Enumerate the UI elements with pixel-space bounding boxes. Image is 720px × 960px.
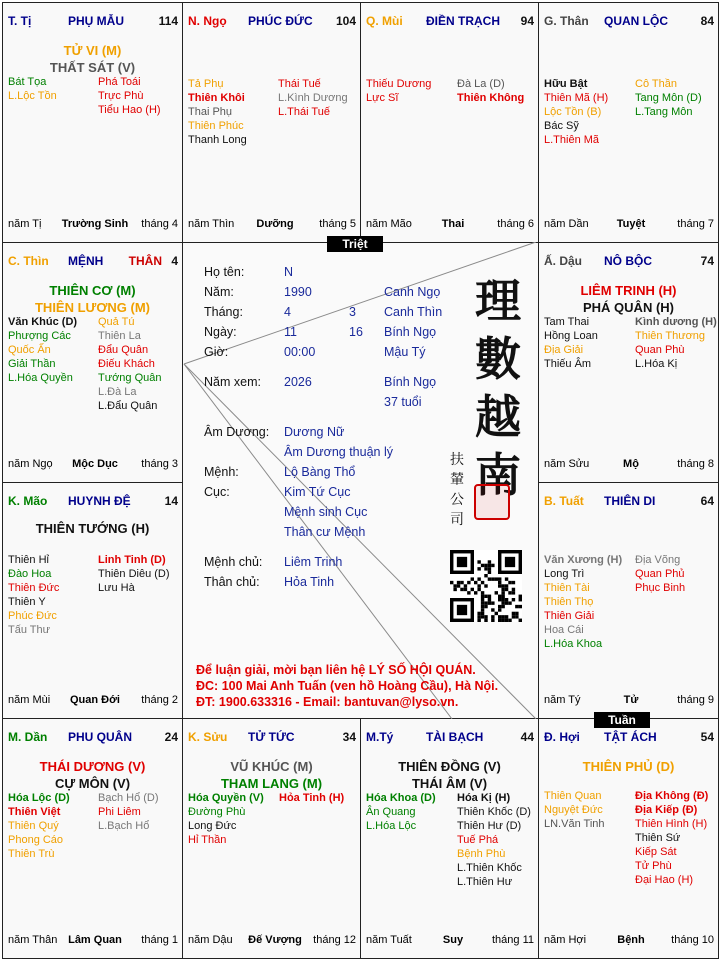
palace-name: TỬ TỨC xyxy=(248,730,295,744)
major-star: THIÊN PHỦ (D) xyxy=(582,759,675,774)
footer-month: tháng 6 xyxy=(497,218,534,230)
minor-star: Địa Giải xyxy=(544,344,584,356)
nam-xem-can-chi: Bính Ngọ xyxy=(384,375,437,389)
minor-stars-right xyxy=(278,77,348,119)
minor-star: Tuế Phá xyxy=(457,834,499,846)
red-seal-stamp xyxy=(474,484,510,520)
minor-star: Tướng Quân xyxy=(98,372,162,384)
ngay-label: Ngày: xyxy=(204,325,237,339)
ngay-am-value: 16 xyxy=(349,325,363,339)
minor-star: Long Đức xyxy=(188,820,237,832)
minor-star: Phượng Các xyxy=(8,330,71,342)
minor-star: Thiên Đức xyxy=(8,582,60,594)
palace-number: 64 xyxy=(700,494,714,508)
palace-name: TẬT ÁCH xyxy=(604,730,657,744)
minor-star: Thanh Long xyxy=(188,134,247,146)
palace-number: 44 xyxy=(520,730,534,744)
major-star: THẤT SÁT (V) xyxy=(49,60,136,75)
footer-year: năm Mùi xyxy=(8,694,51,706)
minor-stars-left xyxy=(544,553,622,651)
major-star: LIÊM TRINH (H) xyxy=(580,283,677,298)
major-star: THIÊN ĐỒNG (V) xyxy=(398,759,501,774)
minor-star: Hỏa Tinh (H) xyxy=(279,792,345,804)
major-star: THIÊN TƯỚNG (H) xyxy=(35,521,150,536)
footer-stage: Lâm Quan xyxy=(68,934,122,946)
minor-star: L.Hóa Lộc xyxy=(366,820,417,832)
minor-star: Hỉ Thần xyxy=(188,834,227,846)
footer-year: năm Tý xyxy=(544,694,581,706)
minor-star: L.Lộc Tồn xyxy=(8,90,57,102)
minor-star: Hóa Lộc (D) xyxy=(8,792,70,804)
minor-star: Lưu Hà xyxy=(98,582,135,594)
footer-stage: Tử xyxy=(623,694,639,706)
palace-number: 14 xyxy=(164,494,178,508)
minor-star: L.Đà La xyxy=(98,386,137,398)
horoscope-chart xyxy=(2,2,718,958)
palace-position: Đ. Hợi xyxy=(544,730,580,744)
footer-year: năm Thân xyxy=(8,934,58,946)
palace-ty[interactable] xyxy=(360,718,539,959)
palace-header xyxy=(188,14,356,32)
nam-label: Năm: xyxy=(204,285,234,299)
palace-footer xyxy=(544,694,714,708)
minor-star: Kình dương (H) xyxy=(635,316,717,328)
footer-month: tháng 3 xyxy=(141,458,178,470)
minor-stars-left xyxy=(188,77,247,147)
am-duong-label: Âm Dương: xyxy=(204,425,270,439)
palace-mui[interactable] xyxy=(360,2,539,243)
palace-suu[interactable] xyxy=(182,718,361,959)
minor-stars-left xyxy=(8,791,70,861)
minor-star: Thiên Tài xyxy=(544,582,590,594)
footer-year: năm Hợi xyxy=(544,934,587,946)
palace-number: 24 xyxy=(164,730,178,744)
palace-dan[interactable] xyxy=(2,718,183,959)
palace-name: PHÚC ĐỨC xyxy=(248,14,313,28)
nam-value: 1990 xyxy=(284,285,312,299)
minor-star: Văn Khúc (D) xyxy=(8,316,78,328)
gio-can-chi: Mậu Tý xyxy=(384,345,426,359)
minor-stars-right xyxy=(98,315,162,413)
major-star: CỰ MÔN (V) xyxy=(54,776,131,791)
palace-name: MỆNH xyxy=(68,254,104,268)
minor-star: Thiên Sứ xyxy=(635,832,681,844)
minor-star: Long Trì xyxy=(544,568,585,580)
palace-header xyxy=(188,730,356,748)
palace-number: 114 xyxy=(158,14,178,28)
minor-star: L.Thiên Khốc xyxy=(457,862,522,874)
footer-stage: Suy xyxy=(442,934,464,946)
palace-header xyxy=(8,730,178,748)
cuc-note-1: Mệnh sinh Cục xyxy=(284,505,368,519)
minor-star: Phi Liêm xyxy=(98,806,141,818)
minor-star: Tang Môn (D) xyxy=(635,92,702,104)
minor-star: Hóa Quyền (V) xyxy=(188,792,264,804)
minor-stars-left xyxy=(8,553,59,637)
minor-star: Linh Tinh (D) xyxy=(98,554,166,566)
palace-footer xyxy=(188,934,356,948)
footer-year: năm Dần xyxy=(544,218,589,230)
minor-star: Giải Thần xyxy=(8,358,56,370)
minor-star: L.Thái Tuế xyxy=(278,106,330,118)
major-star: TỬ VI (M) xyxy=(63,43,122,58)
minor-star: Tả Phụ xyxy=(188,78,224,90)
footer-stage: Thai xyxy=(441,218,465,230)
thang-label: Tháng: xyxy=(204,305,243,319)
palace-header xyxy=(366,14,534,32)
major-star: VŨ KHÚC (M) xyxy=(230,759,313,774)
minor-star: Ân Quang xyxy=(366,806,416,818)
minor-star: Bạch Hổ (D) xyxy=(98,792,159,804)
palace-footer xyxy=(544,218,714,232)
palace-name: ĐIỀN TRẠCH xyxy=(426,14,500,28)
palace-header xyxy=(544,254,714,272)
minor-star: Quả Tú xyxy=(98,316,135,328)
palace-name: PHU QUÂN xyxy=(68,730,133,744)
minor-star: L.Kình Dương xyxy=(278,92,348,104)
palace-name: HUYNH ĐỆ xyxy=(68,494,131,508)
tuan-marker: Tuần xyxy=(594,712,650,728)
gio-label: Giờ: xyxy=(204,345,229,359)
minor-stars-right xyxy=(635,553,685,595)
footer-month: tháng 2 xyxy=(141,694,178,706)
than-marker: THÂN xyxy=(128,254,162,268)
cuc-label: Cục: xyxy=(204,485,230,499)
minor-stars-right xyxy=(635,789,708,887)
minor-star: LN.Văn Tinh xyxy=(544,818,605,830)
palace-ngo[interactable] xyxy=(182,2,361,243)
menh-chu-value: Liêm Trinh xyxy=(284,555,343,569)
minor-star: Thiên La xyxy=(98,330,141,342)
palace-position: B. Tuất xyxy=(544,494,584,508)
minor-star: Hoa Cái xyxy=(544,624,584,636)
minor-star: L.Hóa Kị xyxy=(635,358,678,370)
palace-position: Q. Mùi xyxy=(366,14,403,28)
minor-star: Địa Kiếp (Đ) xyxy=(635,804,698,816)
palace-name: PHỤ MẪU xyxy=(68,14,124,28)
minor-star: Thiên Không xyxy=(457,92,525,104)
palace-position: T. Tị xyxy=(8,14,32,28)
minor-star: Đẩu Quân xyxy=(98,344,149,356)
minor-star: L.Thiên Mã xyxy=(544,134,600,146)
calligraphy-logo: 理數越南 xyxy=(475,274,521,502)
palace-number: 104 xyxy=(335,14,356,28)
palace-footer xyxy=(8,694,178,708)
minor-star: Hồng Loan xyxy=(544,330,598,342)
am-duong-value: Dương Nữ xyxy=(284,425,345,439)
thang-value: 4 xyxy=(284,305,291,319)
footer-year: năm Sửu xyxy=(544,458,590,470)
minor-star: Thiên Hình (H) xyxy=(635,818,708,830)
minor-stars-left xyxy=(544,789,605,831)
palace-position: N. Ngọ xyxy=(188,14,227,28)
footer-stage: Tuyệt xyxy=(616,218,646,230)
palace-position: K. Sửu xyxy=(188,730,228,744)
palace-position: Ấ. Dậu xyxy=(544,254,583,268)
major-star: THÁI DƯƠNG (V) xyxy=(39,759,146,774)
minor-star: Phong Cáo xyxy=(8,834,64,846)
minor-stars-left xyxy=(544,77,608,147)
minor-star: Đào Hoa xyxy=(8,568,52,580)
minor-star: Thai Phụ xyxy=(188,106,233,118)
palace-name: THIÊN DI xyxy=(604,494,656,508)
minor-star: L.Tang Môn xyxy=(635,106,693,118)
cuc-note-2: Thân cư Mệnh xyxy=(284,525,366,539)
minor-star: Đại Hao (H) xyxy=(635,874,694,886)
minor-stars-right xyxy=(98,791,159,833)
footer-year: năm Mão xyxy=(366,218,412,230)
thang-can-chi: Canh Thìn xyxy=(384,305,443,319)
palace-position: C. Thìn xyxy=(8,254,49,268)
footer-month: tháng 10 xyxy=(671,934,714,946)
palace-header xyxy=(544,730,714,748)
minor-star: Địa Võng xyxy=(635,554,681,566)
footer-month: tháng 12 xyxy=(313,934,356,946)
palace-position: G. Thân xyxy=(544,14,589,28)
major-star: PHÁ QUÂN (H) xyxy=(583,300,674,315)
menh-label: Mệnh: xyxy=(204,465,239,479)
minor-star: Thiên Quý xyxy=(8,820,59,832)
minor-stars-left xyxy=(188,791,264,847)
palace-number: 54 xyxy=(700,730,714,744)
contact-line-1: Để luận giải, mời bạn liên hệ LÝ SỐ HỘI QUÁN. xyxy=(196,663,476,677)
palace-footer xyxy=(188,218,356,232)
major-star: THIÊN LƯƠNG (M) xyxy=(34,300,151,315)
palace-mao[interactable] xyxy=(2,482,183,719)
minor-stars-left xyxy=(8,75,57,103)
palace-header xyxy=(544,14,714,32)
cuc-value: Kim Tứ Cục xyxy=(284,485,351,499)
minor-star: Nguyệt Đức xyxy=(544,804,603,816)
minor-star: Thiếu Dương xyxy=(366,78,432,90)
minor-star: Đà La (D) xyxy=(457,78,505,90)
footer-stage: Đế Vượng xyxy=(248,934,302,946)
minor-star: Thiên Khôi xyxy=(188,92,245,104)
palace-footer xyxy=(544,458,714,472)
footer-stage: Dưỡng xyxy=(256,218,294,230)
minor-star: Lực Sĩ xyxy=(366,92,399,104)
am-duong-note: Âm Dương thuận lý xyxy=(284,445,393,459)
minor-star: Tử Phù xyxy=(635,860,672,872)
palace-footer xyxy=(366,934,534,948)
palace-number: 94 xyxy=(520,14,534,28)
nam-xem-value: 2026 xyxy=(284,375,312,389)
major-star: THIÊN CƠ (M) xyxy=(49,283,136,298)
menh-value: Lộ Bàng Thổ xyxy=(284,465,356,479)
footer-month: tháng 1 xyxy=(141,934,178,946)
minor-star: Địa Không (Đ) xyxy=(635,790,709,802)
minor-star: Thiên Y xyxy=(8,596,46,608)
minor-star: L.Thiên Hư xyxy=(457,876,513,888)
minor-star: Thiên Hư (D) xyxy=(457,820,522,832)
minor-stars-right xyxy=(279,791,344,805)
minor-star: Thái Tuế xyxy=(278,78,321,90)
ho-ten-label: Họ tên: xyxy=(204,265,245,279)
nam-xem-label: Năm xem: xyxy=(204,375,261,389)
footer-stage: Quan Đới xyxy=(70,694,120,706)
palace-header xyxy=(544,494,714,512)
footer-year: năm Ngọ xyxy=(8,458,53,470)
minor-star: Thiên Giải xyxy=(544,610,595,622)
palace-position: M. Dần xyxy=(8,730,48,744)
minor-star: Tấu Thư xyxy=(8,624,51,636)
minor-star: Đường Phù xyxy=(188,806,246,818)
palace-number: 84 xyxy=(700,14,714,28)
minor-star: Thiên Quan xyxy=(544,790,602,802)
contact-address: ĐC: 100 Mai Anh Tuấn (ven hồ Hoàng Cầu), Hà Nội. xyxy=(196,679,499,693)
minor-star: Thiên Việt xyxy=(8,806,61,818)
than-chu-label: Thân chủ: xyxy=(204,575,260,589)
footer-stage: Mộc Dục xyxy=(72,458,118,470)
minor-stars-left xyxy=(366,791,436,833)
minor-star: Tam Thai xyxy=(544,316,590,328)
palace-header xyxy=(366,730,534,748)
tuoi-value: 37 tuổi xyxy=(384,395,422,409)
palace-hoi[interactable] xyxy=(538,718,719,959)
minor-star: Điếu Khách xyxy=(98,358,155,370)
minor-stars-left xyxy=(544,315,598,371)
minor-star: Thiếu Âm xyxy=(544,358,592,370)
palace-header xyxy=(8,254,178,272)
palace-footer xyxy=(544,934,714,948)
major-star: THÁI ÂM (V) xyxy=(411,776,488,791)
minor-star: Văn Xương (H) xyxy=(544,554,623,566)
palace-thin[interactable] xyxy=(2,242,183,483)
palace-dau[interactable] xyxy=(538,242,719,483)
minor-star: Bác Sỹ xyxy=(544,120,579,132)
gio-value: 00:00 xyxy=(284,345,316,359)
minor-star: Quốc Ấn xyxy=(8,344,51,356)
minor-stars-right xyxy=(635,315,717,371)
minor-star: Thiên Hỉ xyxy=(8,554,49,566)
minor-stars-right xyxy=(635,77,702,119)
contact-block xyxy=(196,662,498,710)
footer-year: năm Thìn xyxy=(188,218,235,230)
minor-star: Tiểu Hao (H) xyxy=(98,104,161,116)
minor-star: Quan Phủ xyxy=(635,568,685,580)
minor-star: Hữu Bật xyxy=(544,78,588,90)
palace-than[interactable] xyxy=(538,2,719,243)
minor-star: Bát Tọa xyxy=(8,76,47,88)
minor-star: Thiên Thọ xyxy=(544,596,594,608)
minor-star: Bệnh Phù xyxy=(457,848,506,860)
palace-name: NÔ BỘC xyxy=(604,254,652,268)
minor-star: Kiếp Sát xyxy=(635,846,677,858)
footer-month: tháng 4 xyxy=(141,218,178,230)
ngay-value: 11 xyxy=(284,325,297,339)
footer-year: năm Dậu xyxy=(188,934,233,946)
ho-ten-value: N xyxy=(284,265,294,279)
footer-stage: Trường Sinh xyxy=(61,218,129,230)
palace-footer xyxy=(8,458,178,472)
minor-stars-left xyxy=(8,315,77,385)
triet-marker: Triệt xyxy=(327,236,383,252)
seal-text: 扶 輦 公 司 xyxy=(450,452,464,528)
minor-star: Thiên Mã (H) xyxy=(544,92,609,104)
footer-year: năm Tuất xyxy=(366,934,412,946)
minor-star: L.Hóa Quyền xyxy=(8,372,73,384)
palace-ti[interactable] xyxy=(2,2,183,243)
palace-header xyxy=(8,494,178,512)
minor-star: Thiên Trù xyxy=(8,848,55,860)
minor-star: Phúc Đức xyxy=(8,610,57,622)
minor-star: L.Hóa Khoa xyxy=(544,638,603,650)
thang-am-value: 3 xyxy=(349,305,356,319)
minor-star: Phục Binh xyxy=(635,582,686,594)
menh-chu-label: Mệnh chủ: xyxy=(204,555,263,569)
palace-footer xyxy=(8,218,178,232)
minor-stars-right xyxy=(98,553,170,595)
minor-stars-right xyxy=(457,791,531,889)
minor-star: Hóa Khoa (D) xyxy=(366,792,436,804)
minor-stars-right xyxy=(98,75,161,117)
palace-footer xyxy=(366,218,534,232)
major-star: THAM LANG (M) xyxy=(220,776,323,791)
nam-can-chi: Canh Ngọ xyxy=(384,285,441,299)
palace-name: TÀI BẠCH xyxy=(426,730,484,744)
palace-name: QUAN LỘC xyxy=(604,14,668,28)
palace-number: 4 xyxy=(171,254,178,268)
minor-star: Thiên Thương xyxy=(635,330,706,342)
minor-star: Phá Toái xyxy=(98,76,141,88)
minor-star: Trực Phù xyxy=(98,90,144,102)
palace-number: 34 xyxy=(342,730,356,744)
than-chu-value: Hỏa Tinh xyxy=(284,575,335,589)
footer-stage: Bệnh xyxy=(617,934,645,946)
minor-star: Thiên Diêu (D) xyxy=(98,568,170,580)
minor-stars-right xyxy=(457,77,524,105)
minor-star: Cô Thần xyxy=(635,78,677,90)
palace-position: M.Tý xyxy=(366,730,394,744)
palace-tuat[interactable] xyxy=(538,482,719,719)
footer-stage: Mộ xyxy=(623,458,639,470)
footer-month: tháng 5 xyxy=(319,218,356,230)
minor-star: Thiên Phúc xyxy=(188,120,244,132)
contact-phone-email[interactable]: ĐT: 1900.633316 - Email: bantuvan@lyso.vn. xyxy=(196,695,459,709)
palace-position: K. Mão xyxy=(8,494,48,508)
minor-star: Quan Phù xyxy=(635,344,685,356)
palace-header xyxy=(8,14,178,32)
footer-month: tháng 8 xyxy=(677,458,714,470)
ngay-can-chi: Bính Ngọ xyxy=(384,325,437,339)
footer-year: năm Tị xyxy=(8,218,42,230)
palace-footer xyxy=(8,934,178,948)
footer-month: tháng 7 xyxy=(677,218,714,230)
minor-star: Lộc Tồn (B) xyxy=(544,106,602,118)
minor-star: L.Bạch Hổ xyxy=(98,820,150,832)
minor-star: Thiên Khốc (D) xyxy=(457,806,531,818)
minor-star: Hóa Kị (H) xyxy=(457,792,511,804)
minor-star: L.Đẩu Quân xyxy=(98,400,158,412)
footer-month: tháng 9 xyxy=(677,694,714,706)
qr-code-icon xyxy=(450,550,522,622)
footer-month: tháng 11 xyxy=(491,934,534,946)
minor-stars-left xyxy=(366,77,431,105)
palace-number: 74 xyxy=(700,254,714,268)
